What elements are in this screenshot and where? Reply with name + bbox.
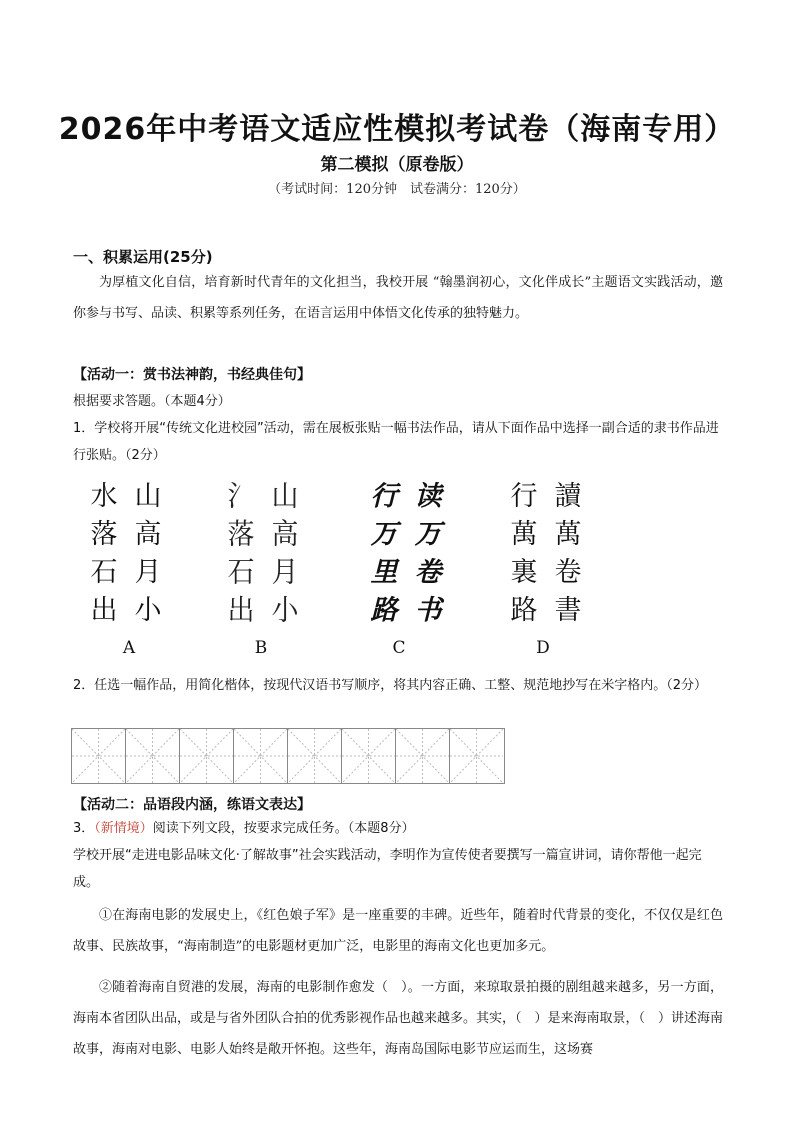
activity-two <box>73 794 723 1065</box>
work-char: 山 <box>271 480 299 513</box>
work-char: 路 <box>370 595 398 626</box>
work-char: 高 <box>134 519 162 550</box>
work-char: 万 <box>370 519 398 550</box>
work-char: 书 <box>414 595 442 626</box>
work-char: 小 <box>134 595 162 626</box>
work-char: 出 <box>90 595 118 626</box>
work-char: 裏 <box>510 557 538 588</box>
activity-one-instruction: 根据要求答题。（本题4分） <box>73 394 231 409</box>
calligraphy-works <box>84 478 604 663</box>
work-char: 氵 <box>227 480 255 513</box>
work-label-d: D <box>536 638 550 658</box>
work-char: 書 <box>554 595 582 626</box>
work-char: 卷 <box>554 557 582 588</box>
work-char: 落 <box>227 518 255 551</box>
mizi-cell[interactable] <box>180 729 234 783</box>
work-char: 水 <box>90 481 118 512</box>
work-char: 万 <box>414 519 442 550</box>
mizi-cell[interactable] <box>126 729 180 783</box>
work-label-c: C <box>392 638 406 658</box>
work-label-a: A <box>122 638 136 658</box>
exam-time-info: （考试时间：120分钟 试卷满分：120分） <box>268 182 526 197</box>
work-char: 出 <box>227 594 255 627</box>
exam-subtitle: 第二模拟（原卷版） <box>320 155 474 175</box>
work-char: 月 <box>134 557 162 588</box>
work-char: 读 <box>414 481 442 512</box>
mizi-cell[interactable] <box>450 729 504 783</box>
mizi-cell[interactable] <box>396 729 450 783</box>
calligraphy-work-c[interactable] <box>364 478 454 630</box>
work-char: 路 <box>510 595 538 626</box>
work-char: 山 <box>134 481 162 512</box>
section-accumulation <box>73 246 723 329</box>
exam-title: 2026年中考语文适应性模拟考试卷（海南专用） <box>58 112 736 147</box>
question-3-context: 学校开展“走进电影品味文化·了解故事”社会实践活动，李明作为宣传使者要撰写一篇宣讲词，请你帮他一起完成。 <box>73 848 702 890</box>
calligraphy-work-d[interactable] <box>504 478 594 630</box>
mizi-cell[interactable] <box>72 729 126 783</box>
passage-paragraph-1: ①在海南电影的发展史上，《红色娘子军》是一座重要的丰碑。近些年，随着时代背景的变化，不仅仅是红色故事、民族故事，“海南制造”的电影题材更加广泛，电影里的海南文化也更加多元。 <box>73 908 723 954</box>
calligraphy-work-a[interactable] <box>84 478 174 630</box>
passage-paragraph-2: ②随着海南自贸港的发展，海南的电影制作愈发（ ）。一方面，来琼取景拍摄的剧组越来越多，另一方面，海南本省团队出品，或是与省外团队合拍的优秀影视作品也越来越多。其实，（ ）是来海南取景，（ ）讲述海南故事，海南对电影、电影人始终是敞开怀抱。这些年，海南岛国际电影节应运而生，这场赛 <box>73 980 724 1057</box>
work-char: 高 <box>271 518 299 551</box>
question-1: 1．学校将开展“传统文化进校园”活动，需在展板张贴一幅书法作品，请从下面作品中选择一副合适的隶书作品进行张贴。（2分） <box>73 421 719 463</box>
mizi-cell[interactable] <box>234 729 288 783</box>
section-heading: 一、积累运用(25分) <box>73 248 213 266</box>
question-3-number: 3． <box>73 821 95 836</box>
question-3-text: 阅读下列文段，按要求完成任务。（本题8分） <box>152 821 415 836</box>
work-char: 讀 <box>554 481 582 512</box>
mizi-grid-answer[interactable] <box>71 728 505 784</box>
mizi-cell[interactable] <box>288 729 342 783</box>
work-char: 卷 <box>414 557 442 588</box>
section-intro: 为厚植文化自信，培育新时代青年的文化担当，我校开展 “翰墨润初心，文化伴成长”主题语文实践活动，邀你参与书写、品读、积累等系列任务，在语言运用中体悟文化传承的独特魅力。 <box>73 275 723 321</box>
mizi-cell[interactable] <box>342 729 396 783</box>
activity-one-heading: 【活动一：赏书法神韵，书经典佳句】 <box>73 367 311 383</box>
work-char: 月 <box>271 556 299 589</box>
work-char: 行 <box>370 481 398 512</box>
work-char: 石 <box>90 557 118 588</box>
question-2: 2．任选一幅作品，用简化楷体，按现代汉语书写顺序，将其内容正确、工整、规范地抄写在米字格内。（2分） <box>73 678 708 693</box>
work-char: 里 <box>370 557 398 588</box>
activity-two-heading: 【活动二：品语段内涵，练语文表达】 <box>73 797 311 813</box>
work-char: 小 <box>271 594 299 627</box>
question-3 <box>73 815 723 842</box>
question-2-block <box>73 672 723 699</box>
work-char: 萬 <box>510 519 538 550</box>
activity-one <box>73 364 723 469</box>
new-context-tag: （新情境） <box>94 821 153 836</box>
calligraphy-work-b[interactable] <box>221 478 311 630</box>
work-char: 萬 <box>554 519 582 550</box>
work-char: 行 <box>510 481 538 512</box>
work-char: 落 <box>90 519 118 550</box>
work-label-b: B <box>254 638 268 658</box>
work-char: 石 <box>227 556 255 589</box>
